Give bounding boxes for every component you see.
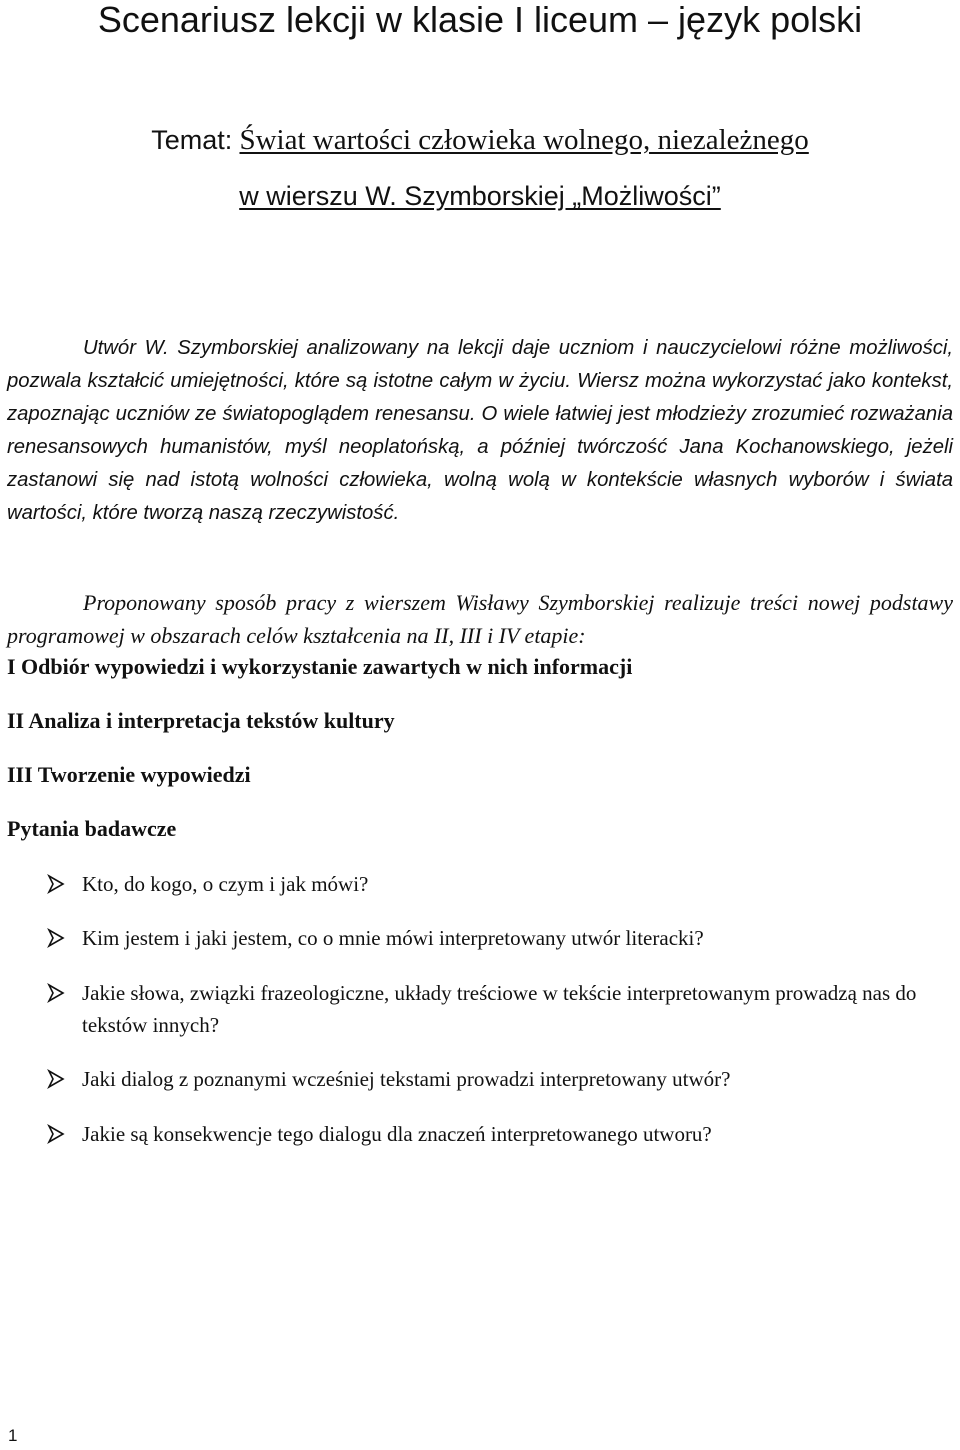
arrowhead-bullet-icon	[46, 868, 82, 900]
goal-area-2: II Analiza i interpretacja tekstów kultury	[7, 708, 395, 733]
question-text: Jaki dialog z poznanymi wcześniej tekstami prowadzi interpretowany utwór?	[82, 1067, 731, 1091]
list-item	[46, 977, 926, 1041]
page-number: 1	[8, 1426, 18, 1445]
lesson-topic	[0, 122, 960, 214]
list-item	[46, 1063, 926, 1095]
topic-prefix: Temat:	[151, 125, 233, 155]
list-item	[46, 1118, 926, 1150]
goal-area-1: I Odbiór wypowiedzi i wykorzystanie zawartych w nich informacji	[7, 654, 633, 679]
question-text: Kim jestem i jaki jestem, co o mnie mówi interpretowany utwór literacki?	[82, 926, 704, 950]
arrowhead-bullet-icon	[46, 1118, 82, 1150]
topic-title-line1: Świat wartości człowieka wolnego, niezależnego	[239, 124, 809, 156]
list-item	[46, 922, 926, 954]
topic-title-line2: w wierszu W. Szymborskiej „Możliwości”	[239, 181, 721, 211]
question-text: Kto, do kogo, o czym i jak mówi?	[82, 872, 369, 896]
question-text: Jakie słowa, związki frazeologiczne, układy treściowe w tekście interpretowanym prowadzą nas do tekstów innych?	[82, 981, 917, 1037]
arrowhead-bullet-icon	[46, 977, 82, 1009]
goal-area-3: III Tworzenie wypowiedzi	[7, 762, 251, 787]
document-title: Scenariusz lekcji w klasie I liceum – język polski	[97, 0, 863, 40]
intro-paragraph: Utwór W. Szymborskiej analizowany na lekcji daje uczniom i nauczycielowi różne możliwości, pozwala kształcić umiejętności, które są istotne całym w życiu. Wiersz można wykorzystać jako kontekst, zapoznając uczniów ze światopoglądem renesansu. O wiele łatwiej jest młodzieży zrozumieć rozważania renesansowych humanistów, myśl neoplatońską, a później twórczość Jana Kochanowskiego, jeżeli zastanowi się nad istotą wolności człowieka, wolną wolą w kontekście własnych wyborów i świata wartości, które tworzą naszą rzeczywistość.	[7, 337, 953, 525]
curriculum-paragraph: Proponowany sposób pracy z wierszem Wisławy Szymborskiej realizuje treści nowej podstawy programowej w obszarach celów kształcenia na II, III i IV etapie:	[7, 590, 953, 648]
research-questions-heading: Pytania badawcze	[7, 816, 177, 841]
list-item	[46, 868, 926, 900]
arrowhead-bullet-icon	[46, 1063, 82, 1095]
arrowhead-bullet-icon	[46, 922, 82, 954]
question-text: Jakie są konsekwencje tego dialogu dla znaczeń interpretowanego utworu?	[82, 1122, 712, 1146]
